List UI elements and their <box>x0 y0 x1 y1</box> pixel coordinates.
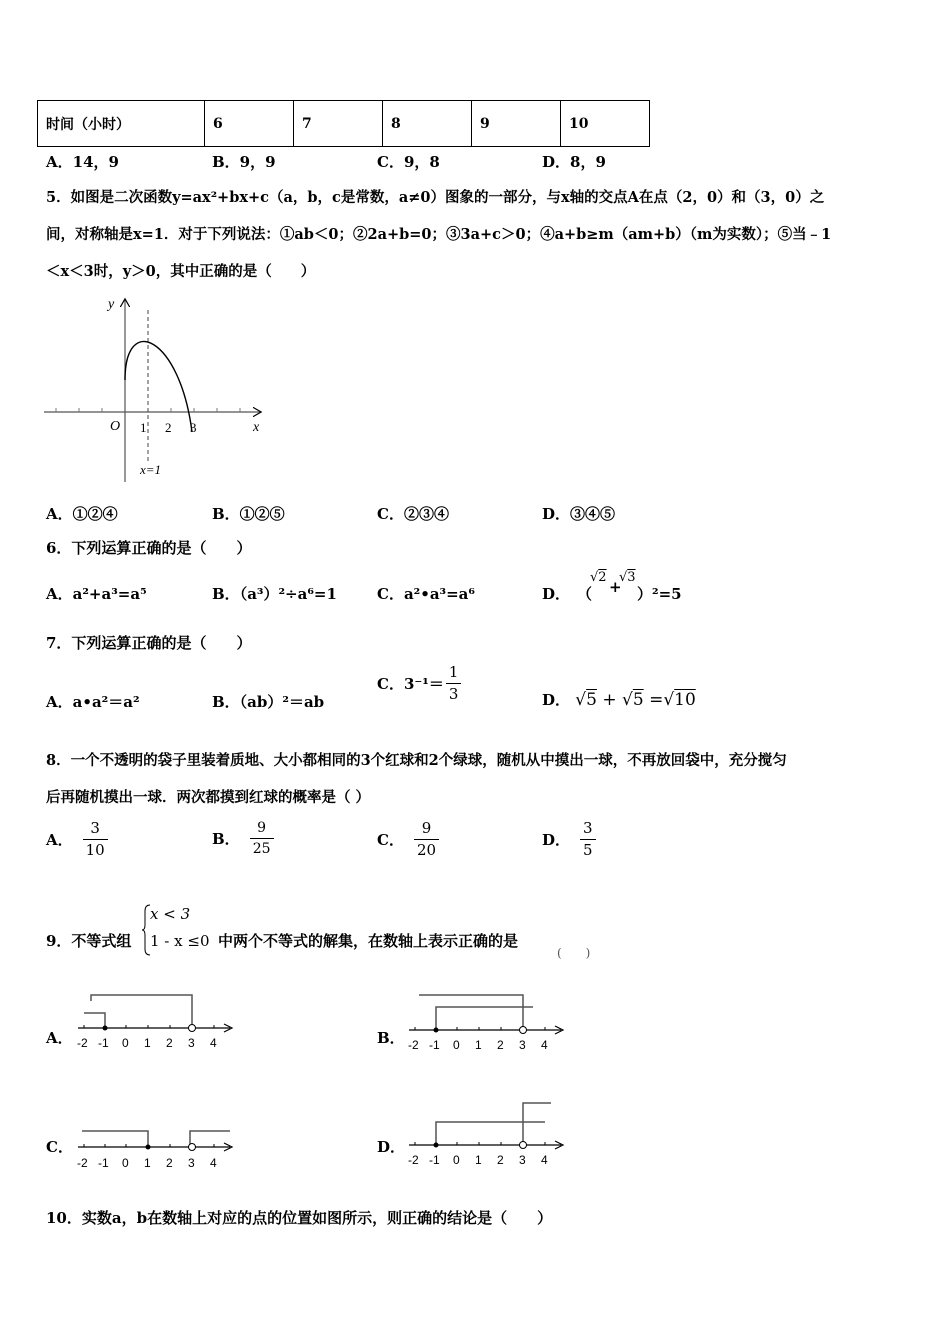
number-line-c <box>74 1115 239 1175</box>
q8-stem-line2: 后再随机摸出一球．两次都摸到红球的概率是（ ） <box>46 789 371 806</box>
tick-label: 2 <box>166 1156 173 1170</box>
parabola-curve <box>125 342 192 432</box>
tick-label: 4 <box>541 1038 548 1052</box>
tick-label: 1 <box>475 1153 482 1167</box>
option-label: D． <box>542 585 571 603</box>
option-label: D． <box>542 831 571 850</box>
q7-option-b: B．（ab）²＝ab <box>212 693 325 711</box>
q4-option-a: A．14，9 <box>46 153 119 171</box>
q5-option-d: D．③④⑤ <box>542 505 616 523</box>
q5-stem-line1: 5．如图是二次函数y=ax²+bx+c（a，b，c是常数，a≠0）图象的一部分，与x轴的交点A在点（2，0）和（3，0）之 <box>46 189 825 206</box>
table-row <box>38 101 650 147</box>
tick-label: 1 <box>144 1036 151 1050</box>
tick-label: 0 <box>122 1156 129 1170</box>
sqrt-expression: √5 + √5 =√10 <box>575 690 696 710</box>
inequality-2: 1 - x ≤0 <box>150 932 210 950</box>
q6-stem: 6．下列运算正确的是（ ） <box>46 539 252 557</box>
q5-stem-line2: 间，对称轴是x=1．对于下列说法：①ab＜0；②2a+b=0；③3a+c＞0；④a+b≥m（am+b）（m为实数）；⑤当﹣1 <box>46 226 832 243</box>
option-text: a²•a³=a⁶ <box>403 585 475 603</box>
table-header-cell: 时间（小时） <box>38 101 205 147</box>
q9-stem-suffix: 中两个不等式的解集，在数轴上表示正确的是 <box>218 932 519 950</box>
q7-stem: 7．下列运算正确的是（ ） <box>46 634 252 652</box>
q4-option-c: C．9，8 <box>377 153 440 171</box>
tick-label: -2 <box>77 1036 88 1050</box>
tick-label: 3 <box>519 1153 526 1167</box>
option-expr: 3⁻¹＝ <box>403 675 444 694</box>
hours-table <box>37 100 650 147</box>
answer-paren: ( ) <box>557 946 591 960</box>
tick-label: 2 <box>497 1038 504 1052</box>
q5-option-b: B．①②⑤ <box>212 505 285 523</box>
q7-option-d <box>542 689 696 710</box>
fraction: $\frac{3}{5}$ <box>580 820 596 860</box>
number-line-b <box>405 985 570 1055</box>
option-text: （a³）²÷a⁶=1 <box>239 585 337 603</box>
q8-option-a <box>46 820 110 860</box>
fraction: $\frac{3}{10}$ <box>83 820 108 860</box>
tick-label: 4 <box>210 1156 217 1170</box>
q5-stem-line3: ＜x＜3时，y＞0，其中正确的是（ ） <box>46 263 316 280</box>
tick-label: -2 <box>77 1156 88 1170</box>
q4-option-b: B．9，9 <box>212 153 276 171</box>
option-label: A． <box>46 585 73 603</box>
tick-label: -1 <box>98 1156 109 1170</box>
inequality-1: x < 3 <box>150 905 191 923</box>
paren-close: ）²=5 <box>637 585 682 603</box>
symmetry-label: x=1 <box>140 462 162 477</box>
paren-open: （ <box>577 585 593 603</box>
tick-label: 0 <box>122 1036 129 1050</box>
option-label: B． <box>212 830 240 849</box>
table-cell: 10 <box>561 101 650 147</box>
q8-option-b <box>212 820 276 857</box>
q5-option-a: A．①②④ <box>46 505 118 523</box>
option-label: C． <box>377 585 404 603</box>
option-label: A． <box>46 831 73 850</box>
table-cell: 6 <box>205 101 294 147</box>
option-label: C． <box>377 831 404 850</box>
table-cell: 9 <box>472 101 561 147</box>
tick-label: -1 <box>429 1153 440 1167</box>
tick-label: 2 <box>497 1153 504 1167</box>
sqrt-3: √3 <box>619 570 636 585</box>
q9-option-c-label: C． <box>46 1138 73 1156</box>
y-label: y <box>108 297 115 312</box>
option-label: B． <box>212 585 240 603</box>
fraction: $\frac{1}{3}$ <box>446 664 462 704</box>
option-label: C． <box>377 675 404 694</box>
tick-label: 3 <box>188 1156 195 1170</box>
option-text: a²+a³=a⁵ <box>72 585 147 603</box>
number-line-a <box>74 985 239 1055</box>
fraction: $\frac{9}{20}$ <box>414 820 439 860</box>
option-label: D． <box>542 691 571 709</box>
q9-stem-prefix: 9．不等式组 <box>46 932 132 950</box>
tick-label: -2 <box>408 1038 419 1052</box>
tick-label: 2 <box>166 1036 173 1050</box>
tick-label: 3 <box>188 1036 195 1050</box>
tick-label: 1 <box>475 1038 482 1052</box>
q5-option-c: C．②③④ <box>377 505 449 523</box>
plus-sign: + <box>609 578 622 596</box>
q8-option-d <box>542 820 598 860</box>
q8-option-c <box>377 820 441 860</box>
q6-option-c <box>377 583 475 604</box>
tick-label: 1 <box>144 1156 151 1170</box>
q9-option-b-label: B． <box>377 1029 405 1047</box>
q5-parabola-graph <box>40 292 270 487</box>
tick-label: 3 <box>519 1038 526 1052</box>
origin-label: O <box>110 419 121 434</box>
tick-label: 3 <box>190 420 197 435</box>
fraction: $\frac{9}{25}$ <box>250 820 274 857</box>
tick-label: -1 <box>98 1036 109 1050</box>
tick-label: -2 <box>408 1153 419 1167</box>
q9-option-d-label: D． <box>377 1138 406 1156</box>
q6-option-b <box>212 583 337 604</box>
table-cell: 7 <box>294 101 383 147</box>
q9-option-a-label: A． <box>46 1029 73 1047</box>
x-label: x <box>253 420 260 435</box>
tick-label: 4 <box>541 1153 548 1167</box>
tick-label: 0 <box>453 1153 460 1167</box>
tick-label: 0 <box>453 1038 460 1052</box>
q6-option-a <box>46 583 147 604</box>
table-cell: 8 <box>383 101 472 147</box>
q7-option-c <box>377 664 463 704</box>
q8-stem-line1: 8．一个不透明的袋子里装着质地、大小都相同的3个红球和2个绿球，随机从中摸出一球，不再放回袋中，充分搅匀 <box>46 752 787 769</box>
tick-label: 4 <box>210 1036 217 1050</box>
tick-label: 1 <box>140 420 147 435</box>
sqrt-2: √2 <box>590 570 607 585</box>
q7-option-a: A．a•a²＝a² <box>46 693 140 711</box>
tick-label: -1 <box>429 1038 440 1052</box>
q10-stem: 10．实数a，b在数轴上对应的点的位置如图所示，则正确的结论是（ ） <box>46 1209 553 1227</box>
tick-label: 2 <box>165 420 172 435</box>
number-line-d <box>405 1095 570 1170</box>
q4-option-d: D．8，9 <box>542 153 606 171</box>
